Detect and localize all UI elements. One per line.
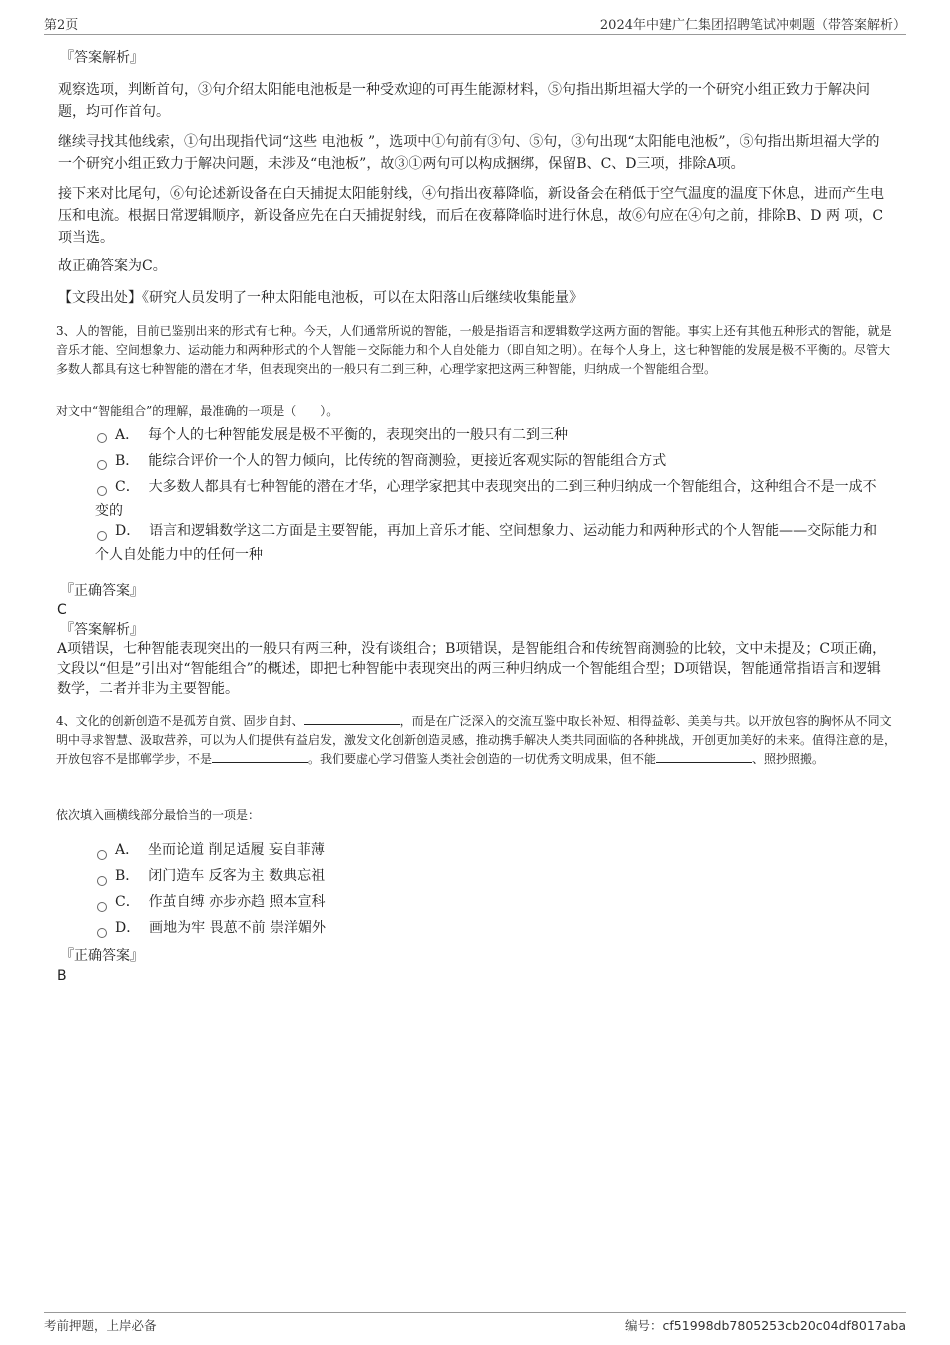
q3-option-d[interactable] [95,519,885,567]
q4-answer-label: 『正确答案』 [60,948,144,964]
code-label: 编号： [625,1318,663,1333]
option-text: 闭门造车 反客为主 数典忘祖 [148,868,326,884]
q2-analysis-label: 『答案解析』 [60,50,144,66]
option-letter: B． [115,868,140,884]
q4-option-b-radio[interactable] [97,876,107,886]
option-text: 每个人的七种智能发展是极不平衡的，表现突出的一般只有二到三种 [148,427,569,443]
q4-blank-2 [212,750,308,763]
option-letter: D． [115,920,141,936]
q2-source: 【文段出处】《研究人员发明了一种太阳能电池板，可以在太阳落山后继续收集能量》 [58,290,583,306]
q4-stem-part: ，而是在广泛深入的交流互鉴中取长补短、相得益彰、美美与共。以开放包容的胸怀从不同文明中寻求智慧、汲取营养，可以为人们提供有益启发，激发文化创新创造灵感，推动携手解决人类共同面临的各种挑战，开创更加美好的未来。值得注意的是，开放包容不是邯郸学步，不是 [56,714,897,766]
option-letter: D． [115,523,141,539]
q2-analysis-p1: 观察选项，判断首句，③句介绍太阳能电池板是一种受欢迎的可再生能源材料，⑤句指出斯坦福大学的一个研究小组正致力于解决问题，均可作首句。 [58,82,870,120]
page-footer [44,1312,906,1336]
q3-option-b[interactable] [115,449,890,473]
q4-option-d[interactable] [115,916,326,940]
q4-option-a-radio[interactable] [97,850,107,860]
q4-blank-1 [304,712,400,725]
option-text: 作茧自缚 亦步亦趋 照本宣科 [148,894,326,910]
option-text: 语言和逻辑数学这二方面是主要智能，再加上音乐才能、空间想象力、运动能力和两种形式的个人智能——交际能力和个人自处能力中的任何一种 [95,523,878,563]
option-text: 画地为牢 畏葸不前 崇洋媚外 [149,920,327,936]
q4-stem-part: 。我们要虚心学习借鉴人类社会创造的一切优秀文明成果，但不能 [308,752,657,766]
q4-blank-3 [656,750,752,763]
q3-answer: C [57,602,67,618]
page-number: 第2页 [44,18,79,33]
q2-analysis-p3: 接下来对比尾句，⑥句论述新设备在白天捕捉太阳能射线，④句指出夜幕降临，新设备会在稍低于空气温度的温度下休息，进而产生电压和电流。根据日常逻辑顺序，新设备应先在白天捕捉射线，而后在夜幕降临时进行休息，故⑥句应在④句之前，排除B、D 两 项，C项当选。 [58,186,884,246]
q3-option-a[interactable] [115,423,890,447]
q3-analysis: A项错误，七种智能表现突出的一般只有两三种，没有谈组合；B项错误，是智能组合和传统智商测验的比较，文中未提及；C项正确，文段以“但是”引出对“智能组合”的概述，即把七种智能中表现突出的两三种归纳成一个智能组合型；D项错误，智能通常指语言和逻辑数学，二者并非为主要智能。 [57,641,887,697]
footer-slogan: 考前押题，上岸必备 [44,1318,157,1333]
q3-question: 对文中“智能组合”的理解，最准确的一项是（ ）。 [56,404,339,418]
option-letter: A． [115,427,140,443]
page-header [44,14,906,35]
document-code [625,1316,906,1334]
q3-option-b-radio[interactable] [97,460,107,470]
code-value: cf51998db7805253cb20c04df8017aba [662,1318,906,1333]
q4-question: 依次填入画横线部分最恰当的一项是： [56,808,261,822]
option-letter: A． [115,842,140,858]
document-title: 2024年中建广仁集团招聘笔试冲刺题（带答案解析） [599,18,906,33]
q4-stem-part: 4、文化的创新创造不是孤芳自赏、固步自封、 [56,714,304,728]
q3-stem: 3、人的智能，目前已鉴别出来的形式有七种。今天，人们通常所说的智能，一般是指语言和逻辑数学这两方面的智能。事实上还有其他五种形式的智能，就是音乐才能、空间想象力、运动能力和两种形式的个人智能－交际能力和个人自处能力（即自知之明）。在每个人身上，这七种智能的发展是极不平衡的。尽管大多数人都具有这七种智能的潜在才华，但表现突出的一般只有二到三种，心理学家把这两三种智能，归纳成一个智能组合型。 [56,324,892,376]
option-letter: B． [115,453,140,469]
option-text: 能综合评价一个人的智力倾向，比传统的智商测验，更接近客观实际的智能组合方式 [148,453,667,469]
q4-option-a[interactable] [115,838,325,862]
option-letter: C． [115,479,140,495]
q4-option-d-radio[interactable] [97,928,107,938]
q4-option-b[interactable] [115,864,325,888]
q4-option-c-radio[interactable] [97,902,107,912]
q2-analysis-p2: 继续寻找其他线索，①句出现指代词“这些 电池板 ”，选项中①句前有③句、⑤句，③句出现“太阳能电池板”，⑤句指出斯坦福大学的一个研究小组正致力于解决问题，未涉及“电池板”，故③①两句可以构成捆绑，保留B、C、D三项，排除A项。 [58,134,880,172]
q4-option-c[interactable] [115,890,326,914]
q3-analysis-label: 『答案解析』 [60,622,144,638]
option-letter: C． [115,894,140,910]
q4-stem-part: 、照抄照搬。 [752,752,825,766]
q2-conclusion: 故正确答案为C。 [58,258,167,274]
q4-answer: B [57,968,67,984]
q3-answer-label: 『正确答案』 [60,583,144,599]
q3-option-a-radio[interactable] [97,433,107,443]
q4-stem [56,712,896,769]
option-text: 坐而论道 削足适履 妄自菲薄 [148,842,325,858]
option-text: 大多数人都具有七种智能的潜在才华，心理学家把其中表现突出的二到三种归纳成一个智能组合，这种组合不是一成不变的 [95,479,877,519]
q3-option-c[interactable] [95,475,885,523]
